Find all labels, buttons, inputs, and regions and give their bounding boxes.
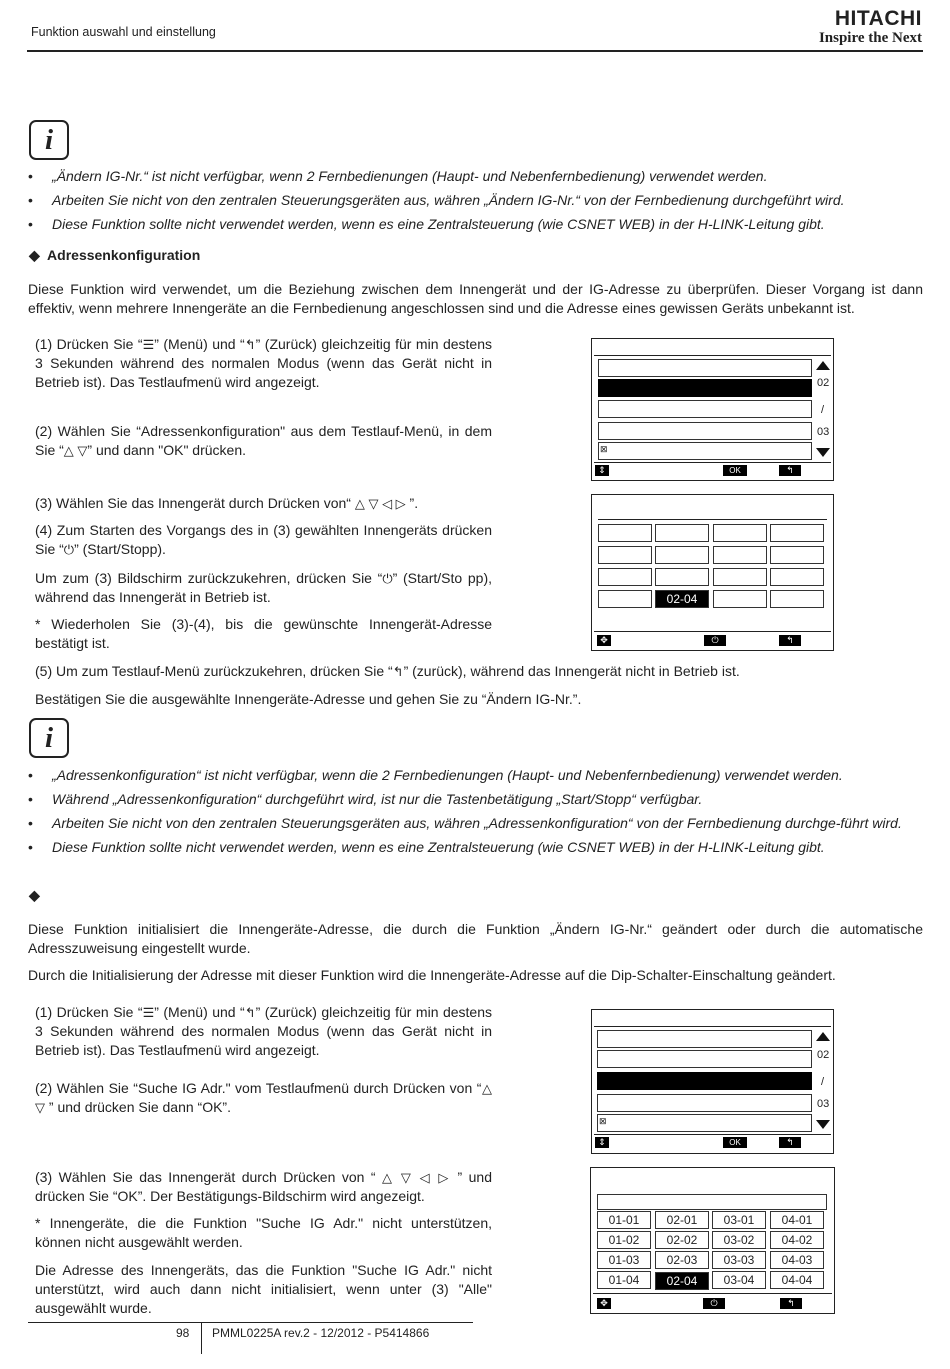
grid-cell-selected: 02-04 (655, 1272, 709, 1290)
document-reference: PMML0225A rev.2 - 12/2012 - P5414866 (212, 1326, 430, 1340)
four-way-key-icon: ✥ (597, 1298, 611, 1309)
page-current: 02 (817, 1049, 830, 1061)
grid-cell: 02-01 (655, 1211, 709, 1229)
power-icon: ⏻ (382, 571, 393, 586)
grid-cell: 01-01 (597, 1211, 651, 1229)
updown-key-icon: ⇕ (595, 465, 609, 476)
grid-cell (655, 568, 709, 586)
grid-cell: 04-03 (770, 1251, 824, 1269)
note-item: • „Adressenkonfiguration“ ist nicht verfügbar, wenn die 2 Fernbedienungen (Haupt- und Nebenfernbedienung) verwendet werden. (28, 767, 843, 783)
menu-field (597, 1050, 812, 1068)
grid-cell (770, 546, 824, 564)
grid-cell (598, 546, 652, 564)
menu-field (598, 422, 812, 440)
screen-menu-2 (591, 1009, 834, 1154)
four-way-key-icon: ✥ (597, 635, 611, 646)
grid-cell: 04-04 (770, 1271, 824, 1289)
notes-list-2 (28, 766, 923, 862)
back-icon: ↰ (392, 664, 404, 679)
grid-cell: 02-02 (655, 1231, 709, 1249)
step-6: Bestätigen Sie die ausgewählte Innengeräte-Adresse und gehen Sie zu “Ändern IG-Nr.”. (35, 691, 582, 707)
grid-cell: 03-04 (712, 1271, 766, 1289)
note-item: • Während „Adressenkonfiguration“ durchgeführt wird, ist nur die Tastenbetätigung „Start/Stopp“ verfügbar. (28, 791, 703, 807)
grid-cell: 01-02 (597, 1231, 651, 1249)
power-key-icon: ⏻ (703, 1298, 725, 1309)
back-key-icon: ↰ (779, 1137, 801, 1148)
menu-field-selected (598, 379, 812, 397)
footer-separator (201, 1322, 202, 1354)
info-i-icon: i (29, 718, 69, 758)
menu-icon: ☰ (142, 337, 155, 352)
footer-rule (28, 1322, 473, 1323)
grid-cell (598, 568, 652, 586)
menu-field (597, 1094, 812, 1112)
grid-cell (770, 590, 824, 608)
grid-cell (770, 568, 824, 586)
screen-grid-1 (591, 494, 834, 651)
screen-top-line (594, 1026, 831, 1027)
note-item: • Arbeiten Sie nicht von den zentralen Steuerungsgeräten aus, währen „Adressenkonfiguration“ von der Fernbedienung durchge-führt wird. (28, 815, 902, 831)
menu-icon: ☰ (142, 1005, 155, 1020)
grid-cell-selected: 02-04 (655, 590, 709, 608)
logo-main: HITACHI (834, 7, 922, 30)
page-total: 03 (817, 1098, 830, 1110)
page-separator: / (821, 404, 825, 416)
step-4-return: Um zum (3) Bildschirm zurückzukehren, drücken Sie “⏻” (Start/Sto pp), während das Innengerät in Betrieb ist. (35, 570, 492, 605)
grid-cell: 03-03 (712, 1251, 766, 1269)
step-3b: (3) Wählen Sie das Innengerät durch Drücken von “ △ ▽ ◁ ▷ ” und drücken Sie “OK”. Der Bestätigungs-Bildschirm wird angezeigt. (35, 1169, 492, 1204)
grid-cell (713, 568, 767, 586)
step-5b-note: Die Adresse des Innengeräts, das die Funktion "Suche IG Adr." nicht unterstützt, wird auch dann nicht initialisiert, wenn unter (3) "Alle" ausgewählt wurde. (35, 1262, 492, 1316)
screen-menu-1 (591, 338, 834, 481)
screen-grid-2 (590, 1167, 835, 1314)
checkbox-icon: ⊠ (600, 444, 608, 454)
grid-cell (770, 524, 824, 542)
screen-bottom-line (594, 631, 831, 632)
screen-bottom-line (594, 1134, 831, 1135)
notes-list-1 (28, 167, 923, 239)
note-item: • Diese Funktion sollte nicht verwendet werden, wenn es eine Zentralsteuerung (wie CSNET WEB) in der H-LINK-Leitung gibt. (28, 839, 825, 855)
grid-cell: 04-01 (770, 1211, 824, 1229)
power-key-icon: ⏻ (704, 635, 726, 646)
back-key-icon: ↰ (780, 1298, 802, 1309)
step-1b: (1) Drücken Sie “☰” (Menü) und “↰” (Zurück) gleichzeitig für min destens 3 Sekunden während des normalen Modus (wenn das Gerät nicht in Betrieb ist). Das Testlaufmenü wird angezeigt. (35, 1004, 493, 1058)
grid-cell (655, 524, 709, 542)
logo-sub: Inspire the Next (818, 30, 922, 46)
info-i-icon: i (29, 120, 69, 160)
hitachi-logo (819, 8, 922, 46)
step-2: (2) Wählen Sie “Adressenkonfiguration" aus dem Testlauf-Menü, in dem Sie “△ ▽” und dann "OK" drücken. (35, 423, 492, 458)
note-item: • Arbeiten Sie nicht von den zentralen Steuerungsgeräten aus, währen „Ändern IG-Nr.“ von der Fernbedienung durchgeführt wird. (28, 192, 845, 208)
page-number: 98 (176, 1326, 190, 1340)
screen-top-line (594, 355, 831, 356)
section-heading-1: ◆ Adressenkonfiguration (29, 247, 201, 263)
note-item: • Diese Funktion sollte nicht verwendet werden, wenn es eine Zentralsteuerung (wie CSNET WEB) in der H-LINK-Leitung gibt. (28, 216, 825, 232)
step-4-repeat: * Wiederholen Sie (3)-(4), bis die gewünschte Innengerät-Adresse bestätigt ist. (35, 616, 492, 651)
menu-field (598, 359, 812, 377)
grid-cell (655, 546, 709, 564)
intro-paragraph-1: Diese Funktion wird verwendet, um die Beziehung zwischen dem Innengerät und der IG-Adresse zu überprüfen. Dieser Vorgang ist dann effektiv, wenn mehrere Innengeräte an die Fernbedienung angeschlossen sind und die Adresse eines gewissen Geräts unbekannt ist. (28, 281, 923, 316)
screen-bottom-line (594, 462, 831, 463)
four-arrows-icon: △ ▽ ◁ ▷ (354, 496, 406, 511)
screen-top-line (598, 519, 827, 520)
header-title: Funktion auswahl und einstellung (31, 25, 216, 39)
intro-paragraph-2b: Durch die Initialisierung der Adresse mit dieser Funktion wird die Innengeräte-Adresse auf die Dip-Schalter-Einschaltung geändert. (28, 967, 836, 983)
menu-field (598, 442, 812, 460)
back-key-icon: ↰ (779, 635, 801, 646)
scroll-up-icon (816, 361, 830, 370)
grid-cell: 04-02 (770, 1231, 824, 1249)
scroll-down-icon (816, 1120, 830, 1129)
scroll-down-icon (816, 448, 830, 457)
step-4b-note: * Innengeräte, die die Funktion "Suche IG Adr." nicht unterstützen, können nicht ausgewählt werden. (35, 1215, 492, 1250)
menu-field (597, 1030, 812, 1048)
grid-cell: 03-01 (712, 1211, 766, 1229)
grid-cell: 03-02 (712, 1231, 766, 1249)
page-current: 02 (817, 377, 830, 389)
ok-key: OK (723, 465, 747, 476)
screen-bottom-line (593, 1293, 832, 1294)
section-heading-2 (29, 887, 40, 904)
back-icon: ↰ (244, 337, 256, 352)
step-3: (3) Wählen Sie das Innengerät durch Drücken von“ △ ▽ ◁ ▷ ”. (35, 495, 419, 511)
step-1: (1) Drücken Sie “☰” (Menü) und “↰” (Zurück) gleichzeitig für min destens 3 Sekunden während des normalen Modus (wenn das Gerät nicht in Betrieb ist). Das Testlaufmenü wird angezeigt. (35, 336, 493, 390)
updown-key-icon: ⇕ (595, 1137, 609, 1148)
menu-field (598, 400, 812, 418)
intro-paragraph-2a: Diese Funktion initialisiert die Innengeräte-Adresse, die durch die Funktion „Ändern IG-Nr.“ geändert oder durch die automatische Adresszuweisung eingestellt wurde. (28, 921, 923, 956)
back-key-icon: ↰ (779, 465, 801, 476)
grid-cell (713, 524, 767, 542)
step-5: (5) Um zum Testlauf-Menü zurückzukehren, drücken Sie “↰” (zurück), während das Innengerät nicht in Betrieb ist. (35, 663, 740, 679)
note-item: • „Ändern IG-Nr.“ ist nicht verfügbar, wenn 2 Fernbedienungen (Haupt- und Nebenfernbedienung) verwendet werden. (28, 168, 768, 184)
header-rule (27, 50, 923, 52)
step-2b: (2) Wählen Sie “Suche IG Adr." vom Testlaufmenü durch Drücken von “△ ▽ ” und drücken Sie dann “OK”. (35, 1080, 492, 1115)
menu-field (597, 1114, 812, 1132)
power-icon: ⏻ (63, 542, 75, 557)
diamond-bullet-icon: ◆ (29, 887, 40, 903)
diamond-bullet-icon: ◆ (29, 247, 40, 263)
scroll-up-icon (816, 1032, 830, 1041)
step-4: (4) Zum Starten des Vorgangs des in (3) gewählten Innengeräts drücken Sie “⏻” (Start/Stopp). (35, 522, 492, 557)
grid-cell: 01-03 (597, 1251, 651, 1269)
updown-arrows-icon: △ ▽ (35, 1081, 492, 1115)
back-icon: ↰ (244, 1005, 256, 1020)
updown-arrows-icon: △ ▽ (63, 443, 88, 458)
page-separator: / (821, 1076, 825, 1088)
title-field (597, 1194, 827, 1210)
grid-cell (713, 590, 767, 608)
ok-key: OK (723, 1137, 747, 1148)
grid-cell: 02-03 (655, 1251, 709, 1269)
grid-cell: 01-04 (597, 1271, 651, 1289)
four-arrows-icon: △ ▽ ◁ ▷ (382, 1170, 452, 1185)
grid-cell (598, 524, 652, 542)
checkbox-icon: ⊠ (599, 1116, 607, 1126)
grid-cell (598, 590, 652, 608)
page-total: 03 (817, 426, 830, 438)
grid-cell (713, 546, 767, 564)
menu-field-selected (597, 1072, 812, 1090)
